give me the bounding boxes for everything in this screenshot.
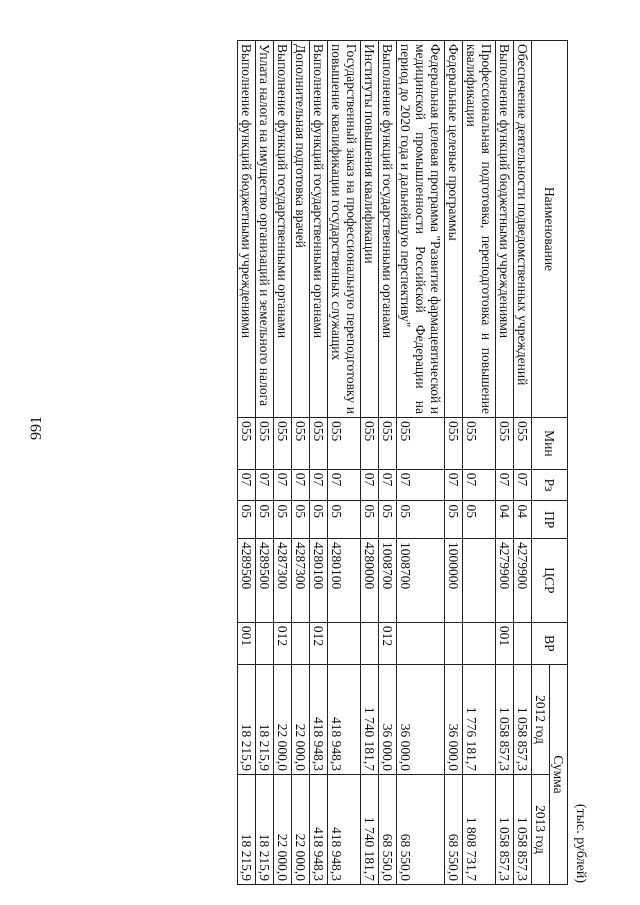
row-vr	[361, 622, 379, 664]
row-min: 055	[445, 418, 463, 470]
row-min: 055	[256, 418, 274, 470]
row-min: 055	[310, 418, 328, 470]
row-csr: 4280100	[310, 538, 328, 622]
row-min: 055	[292, 418, 310, 470]
row-csr: 1000000	[445, 538, 463, 622]
row-sum-2012: 1 058 857,3	[514, 664, 532, 774]
table-row	[292, 41, 310, 885]
row-min: 055	[463, 418, 496, 470]
row-vr	[514, 622, 532, 664]
header-csr: ЦСР	[532, 538, 568, 622]
row-name: Выполнение функций государственными органами	[310, 41, 328, 418]
row-pr: 05	[256, 501, 274, 539]
row-name: Профессиональная подготовка, переподготовка и повышение квалификации	[463, 41, 496, 418]
row-rz: 07	[292, 469, 310, 501]
row-csr: 4279900	[496, 538, 514, 622]
row-sum-2012: 1 740 181,7	[361, 664, 379, 774]
row-sum-2013: 1 058 857,3	[496, 774, 514, 884]
row-csr: 4280100	[328, 538, 361, 622]
row-pr: 05	[328, 501, 361, 539]
row-csr: 4279900	[514, 538, 532, 622]
rotated-page	[126, 40, 586, 885]
row-min: 055	[328, 418, 361, 470]
row-rz: 07	[445, 469, 463, 501]
row-sum-2012: 418 948,3	[310, 664, 328, 774]
row-vr: 012	[274, 622, 292, 664]
table-row	[463, 41, 496, 885]
row-csr: 1008700	[379, 538, 397, 622]
row-sum-2012: 418 948,3	[328, 664, 361, 774]
row-csr	[463, 538, 496, 622]
table-row	[361, 41, 379, 885]
row-min: 055	[496, 418, 514, 470]
row-pr: 05	[397, 501, 445, 539]
budget-table	[237, 40, 568, 885]
row-rz: 07	[463, 469, 496, 501]
row-name: Выполнение функций государственными органами	[274, 41, 292, 418]
page-number: 991	[28, 416, 45, 440]
header-vr: ВР	[532, 622, 568, 664]
row-csr: 4289500	[256, 538, 274, 622]
row-pr: 04	[496, 501, 514, 539]
table-row	[256, 41, 274, 885]
row-rz: 07	[361, 469, 379, 501]
row-name: Выполнение функций бюджетными учреждениями	[238, 41, 256, 418]
row-sum-2013: 68 550,0	[445, 774, 463, 884]
row-sum-2013: 418 948,3	[328, 774, 361, 884]
row-name: Выполнение функций государственными органами	[379, 41, 397, 418]
row-pr: 05	[238, 501, 256, 539]
row-name: Дополнительная подготовка врачей	[292, 41, 310, 418]
row-sum-2013: 68 550,0	[397, 774, 445, 884]
row-rz: 07	[328, 469, 361, 501]
row-name: Обеспечение деятельности подведомственных учреждений	[514, 41, 532, 418]
row-pr: 05	[310, 501, 328, 539]
row-rz: 07	[310, 469, 328, 501]
header-2013: 2013 год	[532, 774, 550, 884]
row-pr: 05	[274, 501, 292, 539]
row-sum-2013: 418 948,3	[310, 774, 328, 884]
row-min: 055	[274, 418, 292, 470]
header-name: Наименование	[532, 41, 568, 418]
row-csr: 4289500	[238, 538, 256, 622]
row-sum-2012: 1 776 181,7	[463, 664, 496, 774]
row-min: 055	[361, 418, 379, 470]
row-sum-2012: 18 215,9	[256, 664, 274, 774]
table-row	[274, 41, 292, 885]
row-sum-2013: 18 215,9	[256, 774, 274, 884]
row-csr: 4287300	[274, 538, 292, 622]
table-row	[379, 41, 397, 885]
row-pr: 05	[445, 501, 463, 539]
row-pr: 05	[292, 501, 310, 539]
table-row	[238, 41, 256, 885]
row-rz: 07	[496, 469, 514, 501]
row-vr: 001	[238, 622, 256, 664]
row-vr	[397, 622, 445, 664]
row-pr: 04	[514, 501, 532, 539]
row-sum-2013: 18 215,9	[238, 774, 256, 884]
row-rz: 07	[274, 469, 292, 501]
row-min: 055	[238, 418, 256, 470]
row-sum-2012: 36 000,0	[379, 664, 397, 774]
header-pr: ПР	[532, 501, 568, 539]
row-min: 055	[514, 418, 532, 470]
row-name: Государственный заказ на профессиональную переподготовку и повышение квалификации государственных служащих	[328, 41, 361, 418]
row-sum-2012: 36 000,0	[445, 664, 463, 774]
row-pr: 05	[463, 501, 496, 539]
row-name: Выполнение функций бюджетными учреждениями	[496, 41, 514, 418]
row-name: Институты повышения квалификации	[361, 41, 379, 418]
header-min: Мин	[532, 418, 568, 470]
row-rz: 07	[397, 469, 445, 501]
row-vr	[463, 622, 496, 664]
row-vr	[292, 622, 310, 664]
row-sum-2012: 1 058 857,3	[496, 664, 514, 774]
row-vr	[328, 622, 361, 664]
header-row	[550, 41, 568, 885]
row-vr: 012	[379, 622, 397, 664]
row-sum-2012: 36 000,0	[397, 664, 445, 774]
row-sum-2013: 1 808 731,7	[463, 774, 496, 884]
header-rz: Рз	[532, 469, 568, 501]
table-row	[310, 41, 328, 885]
row-rz: 07	[379, 469, 397, 501]
table-row	[328, 41, 361, 885]
row-vr	[445, 622, 463, 664]
row-sum-2013: 22 000,0	[292, 774, 310, 884]
header-sum: Сумма	[550, 664, 568, 884]
row-csr: 1008700	[397, 538, 445, 622]
row-sum-2013: 1 058 857,3	[514, 774, 532, 884]
row-rz: 07	[256, 469, 274, 501]
table-row	[445, 41, 463, 885]
row-name: Федеральная целевая программа "Развитие фармацевтической и медицинской промышленности Российской Федерации на период до 2020 года и дальнейшую перспективу"	[397, 41, 445, 418]
table-row	[397, 41, 445, 885]
row-csr: 4287300	[292, 538, 310, 622]
row-sum-2013: 68 550,0	[379, 774, 397, 884]
row-sum-2013: 22 000,0	[274, 774, 292, 884]
row-min: 055	[379, 418, 397, 470]
row-csr: 4280000	[361, 538, 379, 622]
row-vr: 001	[496, 622, 514, 664]
row-sum-2013: 1 740 181,7	[361, 774, 379, 884]
table-row	[514, 41, 532, 885]
row-min: 055	[397, 418, 445, 470]
table-row	[496, 41, 514, 885]
row-rz: 07	[238, 469, 256, 501]
row-vr: 012	[310, 622, 328, 664]
row-pr: 05	[379, 501, 397, 539]
row-vr	[256, 622, 274, 664]
row-sum-2012: 22 000,0	[274, 664, 292, 774]
unit-label: (тыс. рублей)	[573, 803, 588, 883]
row-sum-2012: 22 000,0	[292, 664, 310, 774]
row-rz: 07	[514, 469, 532, 501]
row-name: Федеральные целевые программы	[445, 41, 463, 418]
row-sum-2012: 18 215,9	[238, 664, 256, 774]
header-2012: 2012 год	[532, 664, 550, 774]
row-name: Уплата налога на имущество организаций и земельного налога	[256, 41, 274, 418]
row-pr: 05	[361, 501, 379, 539]
